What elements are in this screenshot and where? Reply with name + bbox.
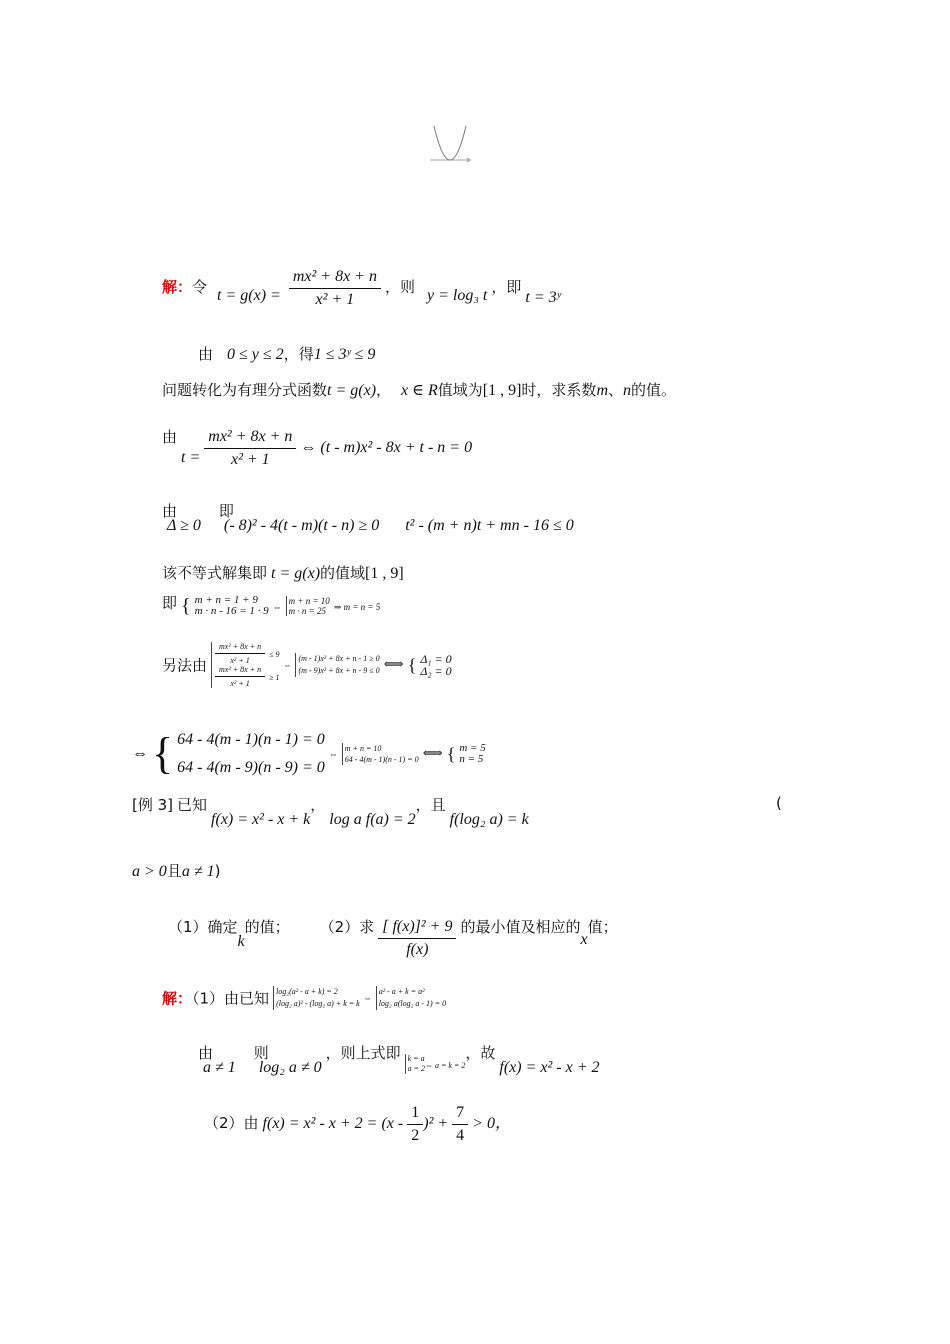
iff-arrow: ⟺: [422, 746, 443, 762]
c2-relation: ≥ 1: [269, 673, 280, 683]
value-m: m = 5: [459, 742, 486, 754]
equiv-symbol: ⇔: [363, 993, 372, 1003]
var-m: m: [596, 382, 608, 399]
text-ie: 即: [218, 502, 234, 520]
text-solution-set: 该不等式解集即: [162, 564, 268, 582]
y-log-eq: y = log₃ t: [427, 287, 488, 305]
var-k: k: [237, 933, 245, 951]
equiv-symbol: ⇔: [283, 660, 292, 670]
log-eq-a: log₂(a² - a + k) = 2: [276, 987, 338, 996]
problem-transform-line: [162, 379, 676, 400]
example3-line: [132, 794, 529, 828]
fraction-g: [289, 268, 381, 309]
cond-a: a ≠ 1: [203, 1059, 236, 1076]
sys2-eq-b: m · n = 25: [288, 606, 326, 617]
q2-numerator: [ f(x)]² + 9: [378, 918, 456, 939]
f-result: f(x) = x² - x + 2: [499, 1059, 600, 1076]
condition-line: [132, 860, 220, 881]
sys1-eq-b: m · n - 16 = 1 · 9: [194, 605, 269, 618]
solution-label: 解：: [162, 278, 193, 297]
eq-a: 64 - 4(m - 1)(n - 1) = 0: [177, 731, 325, 748]
part1-text: （1）由已知: [192, 989, 270, 1008]
final-values: [459, 743, 485, 765]
vieta-system-2: [286, 596, 330, 616]
discriminant-line: [162, 500, 574, 534]
text-get: ，得: [283, 345, 314, 363]
completing-square-a: f(x) = x² - x + 2 = (x -: [262, 1115, 404, 1133]
domain: x ∈ R: [401, 382, 438, 399]
q1-text: （1）确定: [168, 918, 238, 937]
quad-cond-a: (m - 1)x² + 8x + n - 1 ≥ 0: [298, 654, 380, 663]
text-alt-method: 另法由: [162, 656, 208, 675]
value-n: n = 5: [459, 753, 484, 765]
t-eq: t =: [181, 449, 201, 467]
y-range: 0 ≤ y ≤ 2: [227, 346, 284, 363]
brace-icon: {: [181, 594, 191, 617]
eq-b: 64 - 4(m - 9)(n - 9) = 0: [177, 759, 325, 776]
condition-2: [215, 665, 279, 688]
var-x: x: [580, 931, 588, 949]
func-t: t = g(x): [271, 565, 321, 582]
delta-conditions: [420, 653, 451, 677]
alt-condition-system: [211, 642, 279, 688]
vieta-line: [162, 594, 380, 618]
frac-numerator: mx² + 8x + n: [289, 268, 381, 289]
a-eq-2: a = 2: [407, 1064, 426, 1074]
text-and: 且: [166, 862, 182, 880]
q2-text-b: 的最小值及相应的: [460, 918, 581, 937]
f-log-equation: f(log₂ a) = k: [449, 811, 529, 828]
brace-icon: {: [152, 729, 174, 778]
quadratic-equation: ⇔ (t - m)x² - 8x + t - n = 0: [300, 439, 473, 457]
sys2-eq-a: m + n = 10: [288, 596, 330, 607]
brace-icon-small: {: [446, 743, 456, 764]
half-denominator: 2: [411, 1127, 420, 1144]
example-label: [例 3]: [132, 796, 174, 814]
text-ie: ，即: [491, 278, 522, 297]
equation-line: [162, 428, 472, 469]
text-by: 由: [162, 502, 178, 520]
completing-square-b: )² +: [423, 1115, 449, 1133]
solution2-line: [162, 986, 446, 1010]
iff-arrow: ⟺: [383, 657, 404, 673]
reduced-a: a² - a + k = a²: [378, 987, 425, 996]
k-value-line: [198, 1042, 600, 1076]
delta-2: Δ₂ = 0: [420, 664, 452, 678]
interval: [1 , 9]: [365, 565, 404, 582]
t-eq: t = g(x) =: [217, 287, 281, 305]
text-range: 的值域: [320, 564, 366, 582]
fraction-t: [204, 428, 296, 469]
quadratic-conditions: [295, 653, 379, 677]
half-numerator: 1: [407, 1104, 423, 1125]
c1-denominator: x² + 1: [230, 656, 250, 665]
frac-denominator: x² + 1: [315, 291, 355, 308]
part2-line: [204, 1104, 511, 1145]
reduced-b: log₂ a(log₂ a - 1) = 0: [378, 999, 447, 1008]
q1-text-b: 的值；: [244, 918, 290, 937]
f-definition: f(x) = x² - x + k: [211, 811, 311, 828]
frac-numerator: mx² + 8x + n: [204, 428, 296, 449]
positive-result: > 0，: [472, 1115, 511, 1133]
simp-b: 64 - 4(m - 1)(n - 1) = 0: [344, 755, 419, 764]
text-by: 由: [162, 428, 178, 447]
part2-text: （2）由: [204, 1114, 259, 1133]
range-line: [198, 343, 375, 364]
text-so: ，故: [465, 1044, 496, 1062]
equivalent-system-line: [132, 726, 486, 782]
c1-relation: ≤ 9: [269, 650, 280, 660]
a-k-result: ⇔ a = k = 2: [425, 1061, 466, 1070]
q2-fraction: [378, 918, 456, 959]
c1-numerator: mx² + 8x + n: [215, 642, 265, 654]
sys1-eq-a: m + n = 1 + 9: [194, 594, 258, 607]
text-known: 已知: [177, 796, 208, 814]
text-let: 令: [192, 278, 208, 297]
text-and: ，且: [415, 796, 446, 814]
solution-label: 解：: [162, 989, 193, 1008]
q2-text: （2）求: [319, 918, 375, 937]
text-value: 的值。: [631, 381, 677, 399]
q2-denominator: f(x): [406, 941, 429, 958]
q2-text-c: 值；: [587, 918, 618, 937]
simp-a: m + n = 10: [344, 744, 382, 753]
fraction-seven-fourths: [452, 1104, 468, 1145]
condition-1: [215, 642, 279, 665]
paren-open: (: [776, 794, 782, 812]
fraction-half: [407, 1104, 423, 1145]
k-system: [405, 1054, 425, 1074]
questions-line: [168, 908, 618, 958]
text-ie: 即: [162, 594, 178, 612]
var-n: n: [623, 382, 632, 399]
alternative-method-line: [162, 642, 452, 688]
log-nonzero: log₂ a ≠ 0: [258, 1059, 322, 1076]
text-then: ，则: [384, 278, 415, 297]
interval: [1 , 9]: [482, 382, 522, 399]
vieta-result: ⇒ m = n = 5: [333, 602, 381, 612]
brace-icon: {: [407, 654, 417, 675]
func-t: t = g(x): [327, 382, 377, 399]
c2-numerator: mx² + 8x + n: [215, 665, 265, 677]
text-range: 值域为: [437, 381, 483, 399]
solution1-line: [162, 268, 561, 309]
equiv-symbol-2: ⇔: [328, 749, 338, 759]
cond-a-positive: a > 0: [132, 863, 167, 880]
text-above: ，则上式即: [325, 1044, 401, 1062]
inequality-1: (- 8)² - 4(t - m)(t - n) ≥ 0: [223, 517, 380, 534]
delta-1: Δ₁ = 0: [420, 652, 452, 666]
delta-condition: Δ ≥ 0: [167, 517, 201, 534]
simplified-system: [342, 743, 419, 765]
cond-a-not-one: a ≠ 1: [181, 863, 215, 880]
log-system: [273, 986, 360, 1010]
k-eq-a: k = a: [407, 1054, 425, 1064]
text-find: 时，求系数: [521, 381, 597, 399]
comma: ，: [376, 381, 392, 399]
comma: ，: [310, 796, 326, 814]
paren-close: ): [214, 862, 221, 880]
parabola-graph-icon: [428, 124, 472, 172]
equivalent-system: [177, 726, 325, 782]
four-denominator: 4: [456, 1127, 465, 1144]
t-pow-eq: t = 3ʸ: [525, 289, 561, 307]
equiv-symbol: ⇔: [132, 745, 148, 762]
equiv-symbol: ⇔: [272, 602, 282, 612]
seven-numerator: 7: [452, 1104, 468, 1125]
text-transform: 问题转化为有理分式函数: [162, 381, 328, 399]
c2-denominator: x² + 1: [230, 679, 250, 688]
separator: 、: [608, 381, 624, 399]
log-equation: log a f(a) = 2: [329, 811, 416, 828]
log-eq-b: (log₂ a)² - (log₂ a) + k = k: [276, 999, 360, 1008]
range-result: 1 ≤ 3ʸ ≤ 9: [313, 346, 376, 363]
text-then: 则: [253, 1044, 269, 1062]
solution-set-line: [162, 562, 404, 583]
text-by: 由: [198, 345, 214, 363]
quad-cond-b: (m - 9)x² + 8x + n - 9 ≤ 0: [298, 666, 380, 675]
parabola-graph: [428, 124, 472, 172]
inequality-2: t² - (m + n)t + mn - 16 ≤ 0: [405, 517, 574, 534]
reduced-system: [376, 986, 446, 1010]
vieta-system-1: [195, 595, 269, 617]
frac-denominator: x² + 1: [230, 451, 270, 468]
text-by: 由: [198, 1044, 214, 1062]
